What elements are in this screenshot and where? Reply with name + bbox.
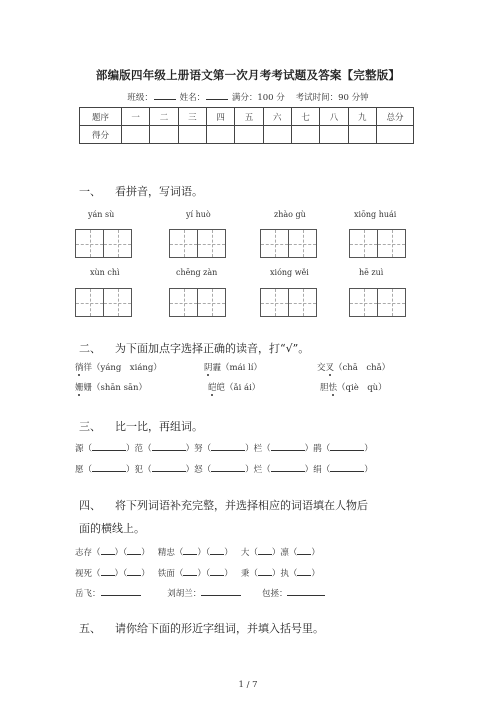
score-header-cell: 三 [178,108,206,126]
writing-grid[interactable] [260,229,317,258]
answer-blank[interactable] [92,462,126,472]
pinyin: xióng wěi [270,268,309,277]
person-label: 刘胡兰： [167,589,202,599]
answer-blank[interactable] [92,441,126,451]
section-text: 为下面加点字选择正确的读音，打“√”。 [115,342,310,355]
reading-item[interactable]: 胆怯（qiè qù） [320,383,387,393]
score-cell[interactable] [122,126,150,144]
score-header-cell: 五 [235,108,263,126]
answer-blank[interactable] [101,586,141,596]
score-row-label: 得分 [80,126,122,144]
answer-blank[interactable] [210,545,224,555]
class-blank[interactable] [154,91,176,100]
name-blank[interactable] [206,91,228,100]
answer-blank[interactable] [183,566,197,576]
dotted-char: 姗 [75,383,84,393]
section-2-heading [79,340,309,356]
pinyin: hē zuì [359,268,384,277]
score-cell[interactable] [178,126,206,144]
idiom-row: 志存（ ）（ ） 精忠（ ）（ ） 大（ ）凛（ ） [75,545,320,558]
score-header-cell: 九 [348,108,376,126]
score-header-cell: 七 [291,108,319,126]
section-number: 四、 [79,499,101,512]
score-cell[interactable] [150,126,178,144]
pinyin: yán sù [88,210,115,219]
section-text: 请你给下面的形近字组词，并填入括号里。 [115,622,324,635]
score-cell[interactable] [377,126,414,144]
answer-blank[interactable] [211,441,245,451]
answer-blank[interactable] [297,545,311,555]
score-header-cell: 八 [320,108,348,126]
pinyin: xùn chì [90,268,120,277]
score-table [79,107,414,144]
section-3-heading [79,418,203,434]
section-4-heading-cont: 面的横线上。 [79,522,145,535]
compare-row: 源（ ）范（ ）努（ ）栏（ ）鹃（ ） [75,441,373,454]
section-number: 二、 [79,342,101,355]
score-header-row [80,108,414,126]
answer-blank[interactable] [258,545,272,555]
answer-blank[interactable] [210,566,224,576]
reading-item[interactable]: 姗姗（shān sān） [75,383,148,393]
dotted-char: 阴 [204,363,213,373]
score-header-cell: 二 [150,108,178,126]
score-header-cell: 总分 [377,108,414,126]
section-number: 一、 [79,185,101,198]
score-cell[interactable] [263,126,291,144]
answer-blank[interactable] [211,462,245,472]
person-label: 包拯： [261,589,288,599]
dotted-char: 怯 [328,383,338,393]
name-label: 姓名： [179,93,206,103]
score-header-cell: 六 [263,108,291,126]
score-cell[interactable] [291,126,319,144]
person-row [75,586,325,599]
dotted-char: 徜 [75,363,84,373]
score-cell[interactable] [206,126,234,144]
reading-item[interactable]: 交叉（chā chǎ） [317,363,391,373]
section-number: 五、 [79,622,101,635]
answer-blank[interactable] [258,566,272,576]
answer-blank[interactable] [201,586,241,596]
answer-blank[interactable] [127,566,141,576]
writing-grid[interactable] [169,229,226,258]
score-cell[interactable] [320,126,348,144]
idiom-row: 视死（ ）（ ） 铁面（ ）（ ） 秉（ ）执（ ） [75,566,320,579]
writing-grid[interactable] [349,229,406,258]
writing-grid[interactable] [169,288,226,317]
full-score: 满分：100 分 [231,93,285,103]
reading-item[interactable]: 皑皑（ǎi ái） [208,383,261,393]
section-5-heading [79,620,324,636]
answer-blank[interactable] [297,566,311,576]
answer-blank[interactable] [101,566,115,576]
reading-item[interactable]: 阴霾（mái lí） [204,363,263,373]
compare-row: 愿（ ）犯（ ）怒（ ）烂（ ）绢（ ） [75,462,373,475]
section-text: 看拼音，写词语。 [115,185,203,198]
section-number: 三、 [79,420,101,433]
dotted-char: 皑 [208,383,217,393]
answer-blank[interactable] [287,586,325,596]
pinyin: zhào gù [274,210,306,219]
writing-grid[interactable] [75,229,132,258]
answer-blank[interactable] [152,462,186,472]
score-header-cell: 四 [206,108,234,126]
reading-item[interactable]: 徜徉（yáng xiáng） [75,363,162,373]
answer-blank[interactable] [271,441,305,451]
page-number: 1 / 7 [238,680,258,690]
exam-time: 考试时间：90 分钟 [295,93,369,103]
pinyin: xiōng huái [354,210,397,219]
score-cell[interactable] [348,126,376,144]
answer-blank[interactable] [101,545,115,555]
class-label: 班级： [127,93,153,103]
score-header-cell: 一 [122,108,150,126]
page-title: 部编版四年级上册语文第一次月考考试题及答案【完整版】 [95,68,401,82]
answer-blank[interactable] [127,545,141,555]
dotted-char: 叉 [325,363,335,373]
answer-blank[interactable] [330,462,364,472]
student-info-line [0,91,496,103]
answer-blank[interactable] [183,545,197,555]
answer-blank[interactable] [330,441,364,451]
score-cell[interactable] [235,126,263,144]
section-text: 将下列词语补充完整，并选择相应的词语填在人物后 [115,499,368,512]
section-4-heading [79,497,368,513]
pinyin: yí huò [186,210,211,219]
writing-grid[interactable] [75,288,132,317]
score-header-cell: 题序 [80,108,122,126]
section-text: 比一比，再组词。 [115,420,203,433]
answer-blank[interactable] [271,462,305,472]
person-label: 岳飞： [75,589,101,599]
writing-grid[interactable] [260,288,317,317]
pinyin: chēng zàn [176,268,218,277]
score-row [80,126,414,144]
writing-grid[interactable] [349,288,406,317]
answer-blank[interactable] [152,441,186,451]
section-1-heading [79,183,203,199]
